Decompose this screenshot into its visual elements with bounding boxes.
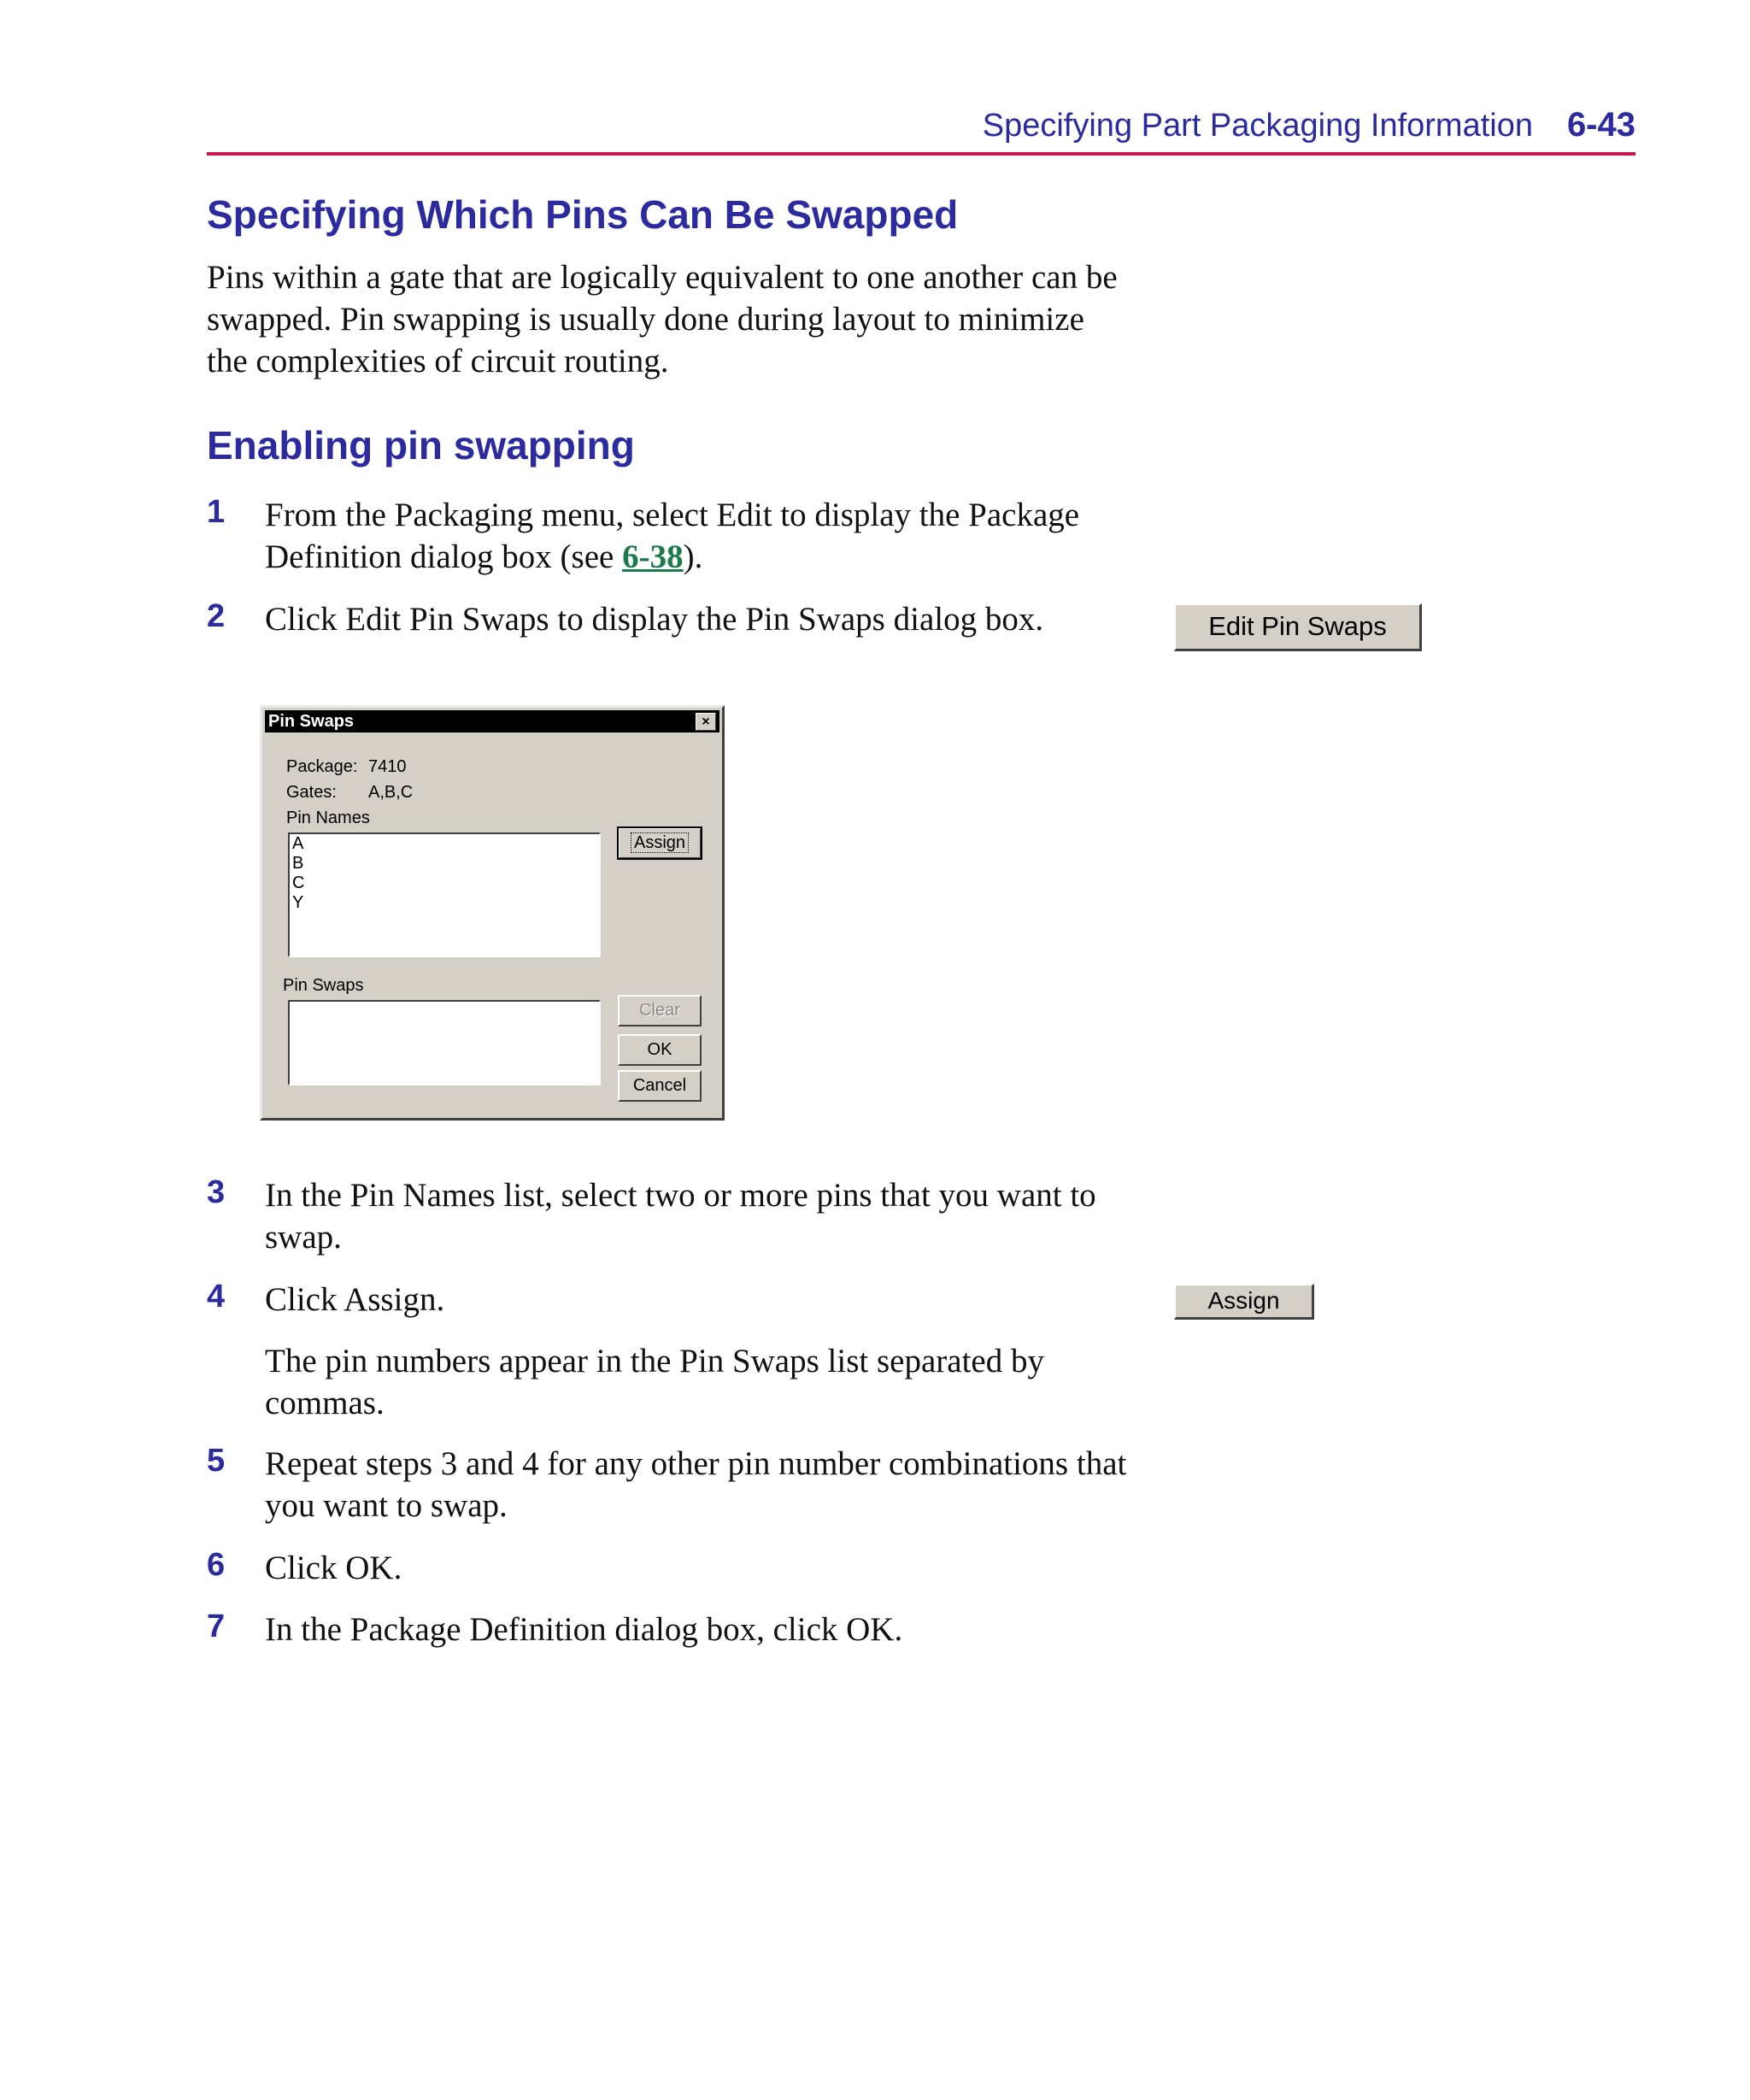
step-number: 4 bbox=[207, 1279, 226, 1315]
step-text: Click OK. bbox=[265, 1550, 402, 1586]
package-value: 7410 bbox=[368, 757, 407, 776]
list-item[interactable]: A bbox=[292, 834, 304, 853]
step-4-note: The pin numbers appear in the Pin Swaps list separated by commas. bbox=[265, 1343, 1044, 1421]
pin-swaps-label: Pin Swaps bbox=[283, 976, 364, 995]
assign-button-label: Assign bbox=[631, 832, 689, 853]
step-text-part: From the Packaging menu, select Edit to display the Package Definition dialog box (see bbox=[265, 497, 1080, 575]
step-number: 7 bbox=[207, 1609, 226, 1644]
section-title: Specifying Part Packaging Information bbox=[982, 108, 1533, 144]
page-heading: Specifying Which Pins Can Be Swapped bbox=[207, 192, 959, 237]
ok-button[interactable]: OK bbox=[618, 1034, 702, 1066]
step-number: 3 bbox=[207, 1174, 226, 1210]
pin-names-list[interactable] bbox=[288, 832, 601, 957]
step-text-part: ). bbox=[683, 538, 703, 575]
step-text bbox=[265, 494, 1154, 578]
step-number: 1 bbox=[207, 494, 226, 530]
close-icon[interactable]: × bbox=[696, 713, 716, 731]
gates-label: Gates: bbox=[286, 783, 337, 802]
pin-names-label: Pin Names bbox=[286, 809, 370, 827]
running-header bbox=[207, 101, 1635, 156]
clear-button: Clear bbox=[618, 995, 702, 1026]
assign-margin-button[interactable]: Assign bbox=[1174, 1284, 1314, 1320]
step-number: 6 bbox=[207, 1547, 226, 1583]
list-item[interactable]: B bbox=[292, 854, 304, 873]
step-text: Repeat steps 3 and 4 for any other pin number combinations that you want to swap. bbox=[265, 1445, 1127, 1524]
subheading: Enabling pin swapping bbox=[207, 423, 635, 468]
step-number: 5 bbox=[207, 1443, 226, 1479]
step-text: Click Assign. bbox=[265, 1281, 445, 1318]
step-text: In the Pin Names list, select two or more pins that you want to swap. bbox=[265, 1177, 1096, 1256]
list-item[interactable]: Y bbox=[292, 893, 304, 912]
dialog-title: Pin Swaps bbox=[268, 712, 355, 731]
dialog-titlebar bbox=[265, 710, 719, 732]
cancel-button[interactable]: Cancel bbox=[618, 1070, 702, 1102]
assign-button[interactable] bbox=[618, 827, 702, 859]
gates-value: A,B,C bbox=[368, 783, 414, 802]
page-number: 6-43 bbox=[1566, 106, 1635, 144]
list-item[interactable]: C bbox=[292, 874, 305, 892]
step-text: Click Edit Pin Swaps to display the Pin Swaps dialog box. bbox=[265, 601, 1044, 638]
step-text: In the Package Definition dialog box, click OK. bbox=[265, 1611, 903, 1648]
cross-reference-link[interactable]: 6-38 bbox=[622, 538, 684, 575]
package-label: Package: bbox=[286, 757, 358, 776]
pin-swaps-dialog bbox=[260, 705, 725, 1121]
edit-pin-swaps-button[interactable]: Edit Pin Swaps bbox=[1174, 603, 1422, 651]
pin-swaps-list[interactable] bbox=[288, 1000, 601, 1085]
intro-paragraph: Pins within a gate that are logically equivalent to one another can be swapped. Pin swapping is usually done during layout to minimize the complexities of circuit routing. bbox=[207, 259, 1118, 379]
step-number: 2 bbox=[207, 598, 226, 634]
